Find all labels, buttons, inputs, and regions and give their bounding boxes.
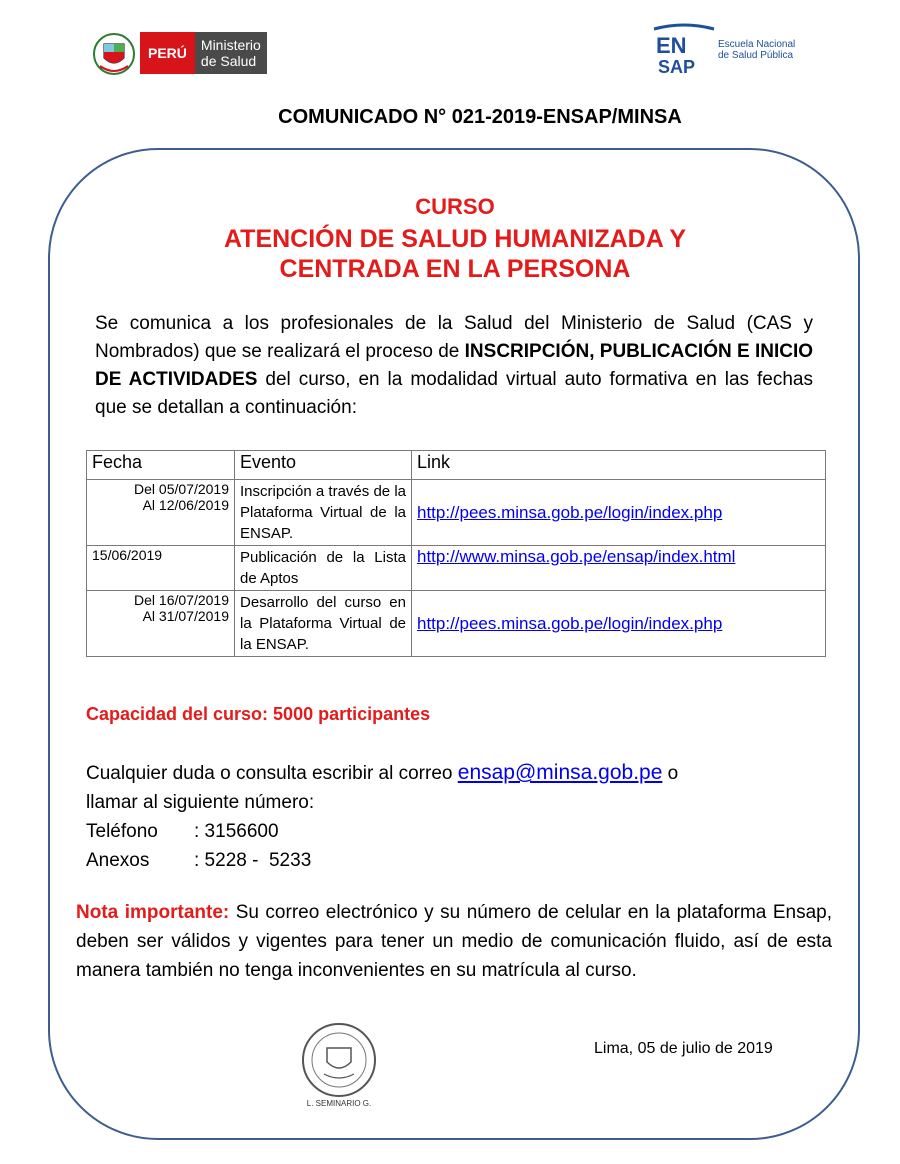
official-seal-icon <box>294 1022 384 1110</box>
row-date: 15/06/2019 <box>87 546 235 591</box>
registration-link[interactable]: http://pees.minsa.gob.pe/login/index.php <box>417 502 723 522</box>
publication-link[interactable]: http://www.minsa.gob.pe/ensap/index.html <box>417 547 736 566</box>
course-title: ATENCIÓN DE SALUD HUMANIZADA Y CENTRADA EN LA PERSONA <box>223 225 687 283</box>
row-event: Publicación de la Lista de Aptos <box>235 546 412 591</box>
row-event: Inscripción a través de la Plataforma Virtual de la ENSAP. <box>235 480 412 546</box>
important-note: Nota importante: Su correo electrónico y su número de celular en la plataforma Ensap, deben ser válidos y vigentes para tener un medio de comunicación fluido, así de esta manera también no tenga inconvenientes en su matrícula al curso. <box>76 902 833 981</box>
header-evento: Evento <box>235 451 412 480</box>
row-date: Del 05/07/2019 Al 12/06/2019 <box>87 480 235 546</box>
ensap-logo <box>652 22 812 78</box>
header-link: Link <box>412 451 826 480</box>
date-place: Lima, 05 de julio de 2019 <box>594 1040 773 1057</box>
capacity-text: Capacidad del curso: 5000 participantes <box>86 704 431 724</box>
events-table <box>86 450 826 657</box>
row-link-cell <box>412 480 826 546</box>
table-header-row <box>87 451 826 480</box>
phone-row: Teléfono : 3156600 <box>86 821 279 842</box>
coat-of-arms-icon <box>92 30 136 76</box>
contact-block: Cualquier duda o consulta escribir al correo ensap@minsa.gob.pe o llamar al siguiente número: Teléfono : 3156600 Anexos : 5228 - 5233 <box>86 758 678 875</box>
row-link-cell <box>412 591 826 657</box>
email-link[interactable]: ensap@minsa.gob.pe <box>457 761 663 784</box>
table-row <box>87 546 826 591</box>
minsa-logo <box>92 28 298 78</box>
svg-text:EN: EN <box>656 33 687 58</box>
comunicado-title: COMUNICADO N° 021-2019-ENSAP/MINSA <box>278 106 682 128</box>
svg-text:SAP: SAP <box>658 57 696 77</box>
ministerio-label: Ministerio de Salud <box>195 32 267 74</box>
table-row <box>87 591 826 657</box>
table-row <box>87 480 826 546</box>
ensap-name: Escuela Nacional de Salud Pública <box>718 39 796 61</box>
row-event: Desarrollo del curso en la Plataforma Virtual de la ENSAP. <box>235 591 412 657</box>
annex-row: Anexos : 5228 - 5233 <box>86 850 312 871</box>
row-link-cell <box>412 546 826 591</box>
row-date: Del 16/07/2019 Al 31/07/2019 <box>87 591 235 657</box>
ensap-mark-icon <box>652 23 716 77</box>
course-link[interactable]: http://pees.minsa.gob.pe/login/index.php <box>417 613 723 633</box>
svg-text:L. SEMINARIO G.: L. SEMINARIO G. <box>306 1099 372 1108</box>
peru-label: PERÚ <box>140 32 195 74</box>
intro-paragraph: Se comunica a los profesionales de la Salud del Ministerio de Salud (CAS y Nombrados) que se realizará el proceso de INSCRIPCIÓN, PUBLICACIÓN E INICIO DE ACTIVIDADES del curso, en la modalidad virtual auto formativa en las fechas que se detallan a continuación: <box>95 313 813 418</box>
course-label: CURSO <box>415 194 495 219</box>
header-fecha: Fecha <box>87 451 235 480</box>
